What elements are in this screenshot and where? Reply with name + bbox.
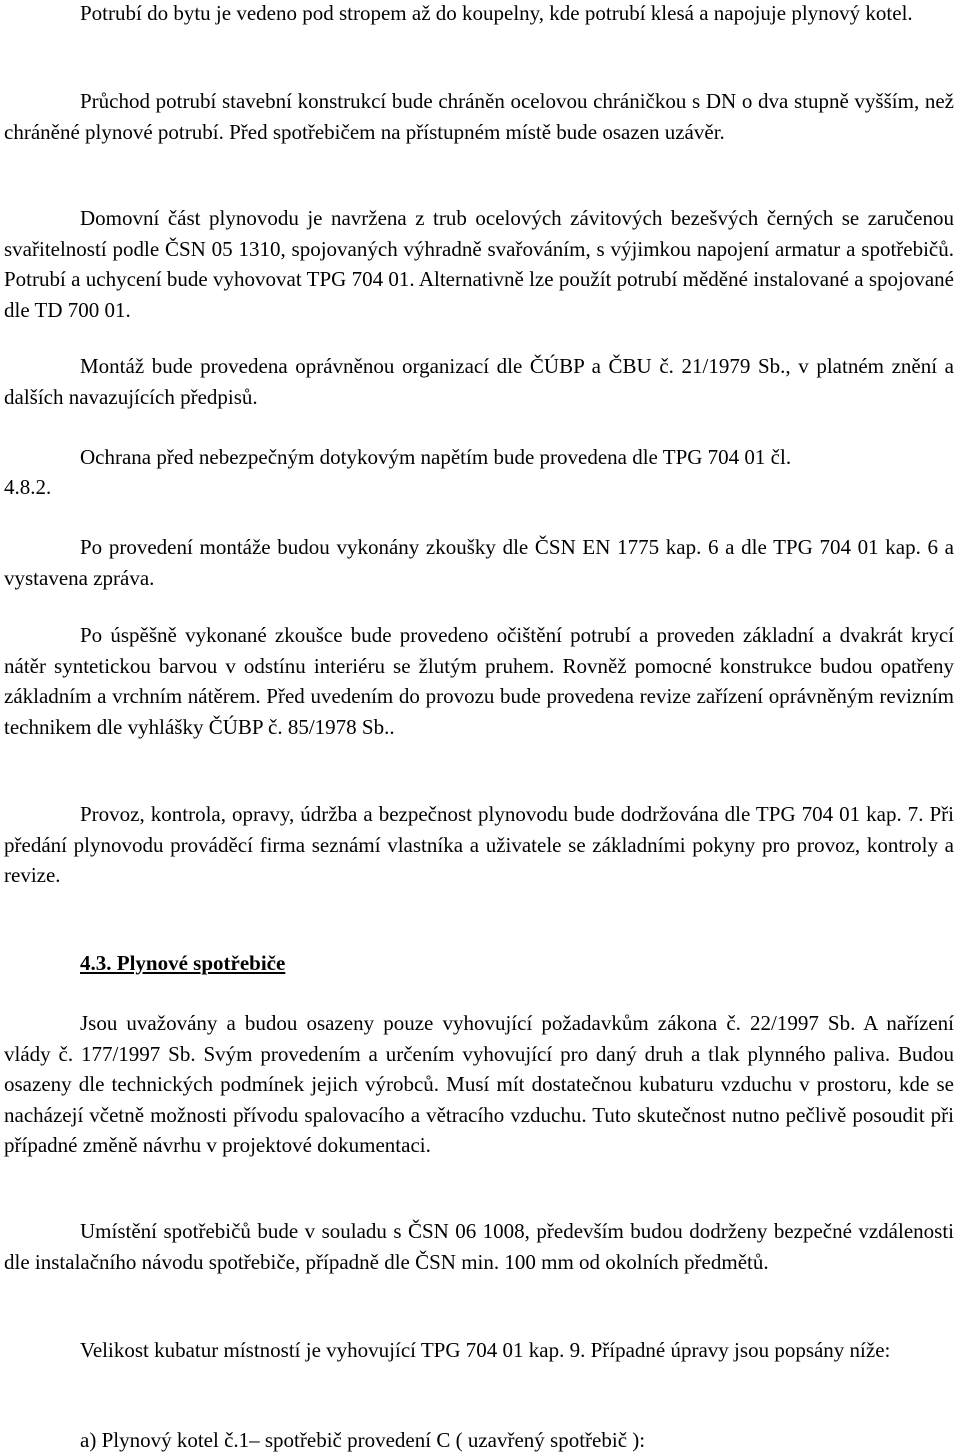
section-heading-gas-appliances: 4.3. Plynové spotřebiče [80,951,286,975]
paragraph-painting-revision: Po úspěšně vykonané zkoušce bude provedeno očištění potrubí a proveden základní a dvakrát krycí nátěr syntetickou barvou v odstínu interiéru se žlutým pruhem. Rovněž pomocné konstrukce budou opatřeny základním a vrchním nátěrem. Před uvedením do provozu bude provedena revize zařízení oprávněným revizním technikem dle vyhlášky ČÚBP č. 85/1978 Sb.. [4,623,954,739]
paragraph-appliance-requirements: Jsou uvažovány a budou osazeny pouze vyhovující požadavkům zákona č. 22/1997 Sb. A nařízení vlády č. 177/1997 Sb. Svým provedením a určením vyhovující pro daný druh a tlak plynného paliva. Budou osazeny dle technických podmínek jejich výrobců. Musí mít dostatečnou kubaturu vzduchu v prostoru, kde se nacházejí včetně možnosti přívodu spalovacího a větracího vzduchu. Tuto skutečnost nutno pečlivě posoudit při případné změně návrhu v projektové dokumentaci. [4,1011,954,1157]
paragraph-pipe-material: Domovní část plynovodu je navržena z trub ocelových závitových bezešvých černých se zaručenou svařitelností podle ČSN 05 1310, spojovaných výhradně svařováním, s výjimkou napojení armatur a spotřebičů. Potrubí a uchycení bude vyhovovat TPG 704 01. Alternativně lze použít potrubí měděné instalované a spojované dle TD 700 01. [4,206,954,322]
paragraph-installation: Montáž bude provedena oprávněnou organizací dle ČÚBP a ČBU č. 21/1979 Sb., v platném znění a dalších navazujících předpisů. [4,354,954,409]
paragraph-room-volume: Velikost kubatur místností je vyhovující TPG 704 01 kap. 9. Případné úpravy jsou popsány níže: [80,1338,891,1362]
section-number-4-8-2: 4.8.2. [4,475,52,499]
paragraph-pipe-route: Potrubí do bytu je vedeno pod stropem až do koupelny, kde potrubí klesá a napojuje plynový kotel. [80,1,913,25]
paragraph-wall-passage: Průchod potrubí stavební konstrukcí bude chráněn ocelovou chráničkou s DN o dva stupně vyšším, než chráněné plynové potrubí. Před spotřebičem na přístupném místě bude osazen uzávěr. [4,89,954,144]
paragraph-operation: Provoz, kontrola, opravy, údržba a bezpečnost plynovodu bude dodržována dle TPG 704 01 kap. 7. Při předání plynovodu prováděcí firma seznámí vlastníka a uživatele se základními pokyny pro provoz, kontroly a revize. [4,802,954,887]
paragraph-touch-voltage: Ochrana před nebezpečným dotykovým napětím bude provedena dle TPG 704 01 čl. [80,445,792,469]
paragraph-appliance-placement: Umístění spotřebičů bude v souladu s ČSN 06 1008, především budou dodrženy bezpečné vzdálenosti dle instalačního návodu spotřebiče, případně dle ČSN min. 100 mm od okolních předmětů. [4,1219,954,1274]
paragraph-tests: Po provedení montáže budou vykonány zkoušky dle ČSN EN 1775 kap. 6 a dle TPG 704 01 kap. 6 a vystavena zpráva. [4,535,954,590]
paragraph-boiler-item: a) Plynový kotel č.1– spotřebič provedení C ( uzavřený spotřebič ): [80,1428,646,1452]
